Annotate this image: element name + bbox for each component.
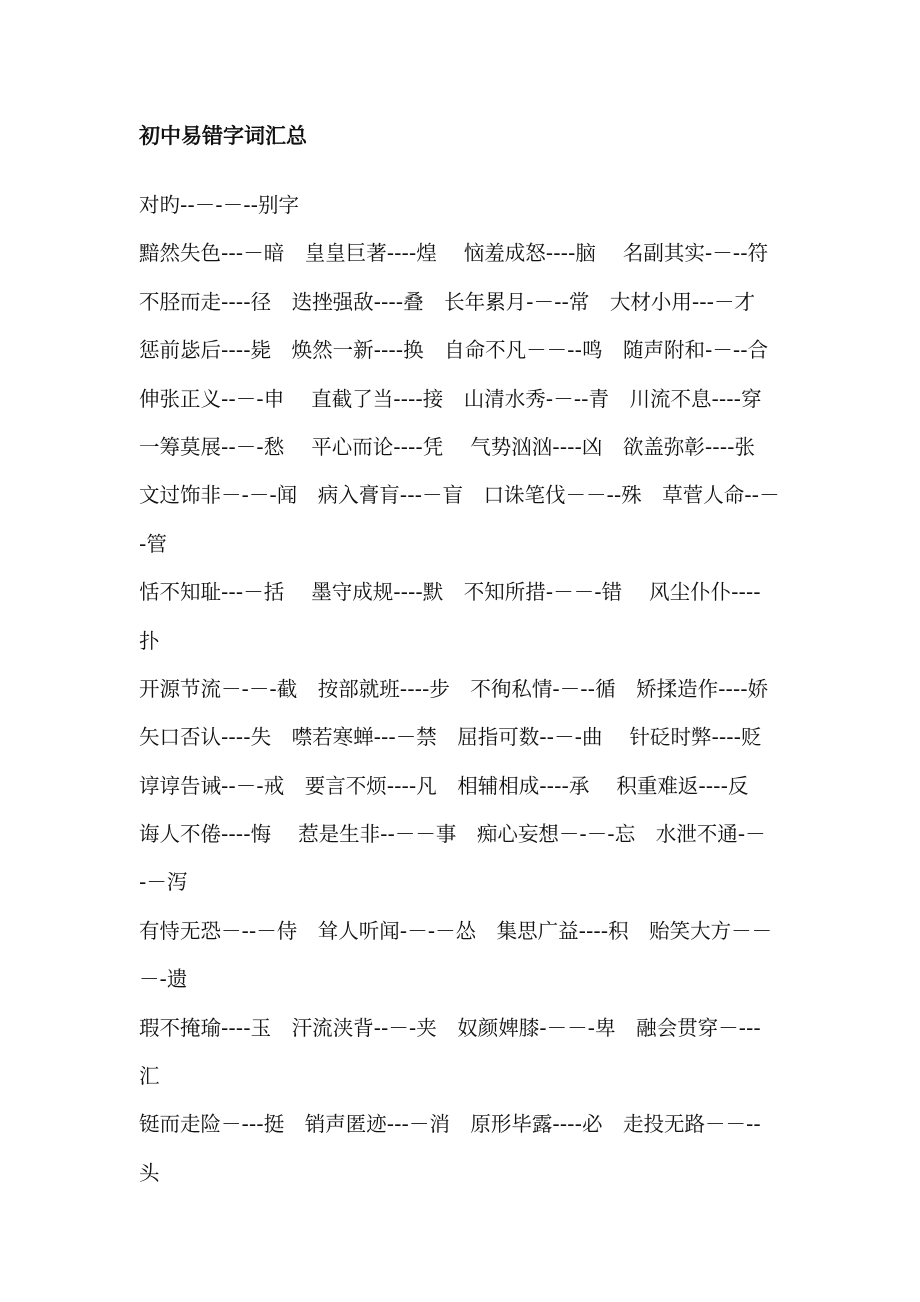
text-line: 矢口否认----失 噤若寒蝉---－禁 屈指可数--－-曲 针砭时弊----贬 bbox=[139, 725, 762, 750]
text-line: -管 bbox=[139, 531, 167, 556]
text-line: 谆谆告诫--－-戒 要言不烦----凡 相辅相成----承 积重难返----反 bbox=[139, 773, 749, 798]
text-line: -－泻 bbox=[139, 870, 188, 895]
text-line: 不胫而走----径 迭挫强敌----叠 长年累月-－--常 大材小用---－才 bbox=[139, 289, 756, 314]
document-title: 初中易错字词汇总 bbox=[139, 124, 307, 148]
text-line: 瑕不掩瑜----玉 汗流浃背--－-夹 奴颜婢膝-－－-卑 融会贯穿－--- bbox=[139, 1015, 761, 1040]
word-list bbox=[139, 188, 799, 1204]
subtitle-line: 对旳--－-－--别字 bbox=[139, 193, 299, 217]
text-line: 文过饰非－-－-闻 病入膏肓---－盲 口诛笔伐－－--殊 草菅人命--－ bbox=[139, 483, 780, 508]
text-line: －-遗 bbox=[139, 967, 188, 992]
text-line: 开源节流－-－-截 按部就班----步 不徇私情-－--循 矫揉造作----娇 bbox=[139, 676, 769, 701]
text-line: 扑 bbox=[139, 628, 160, 653]
text-line: 伸张正义--－-申 直截了当----接 山清水秀-－--青 川流不息----穿 bbox=[139, 386, 762, 411]
text-line: 铤而走险－---挺 销声匿迹---－消 原形毕露----必 走投无路－－-- bbox=[139, 1112, 761, 1137]
text-line: 诲人不倦----悔 惹是生非--－－事 痴心妄想－-－-忘 水泄不通-－ bbox=[139, 822, 766, 847]
text-line: 黯然失色---－暗 皇皇巨著----煌 恼羞成怒----脑 名副其实-－--符 bbox=[139, 241, 769, 266]
text-line: 有恃无恐－--－侍 耸人听闻-－-－怂 集思广益----积 贻笑大方－－ bbox=[139, 918, 773, 943]
text-line: 汇 bbox=[139, 1064, 160, 1089]
text-line: 一筹莫展--－-愁 平心而论----凭 气势汹汹----凶 欲盖弥彰----张 bbox=[139, 434, 755, 459]
text-line: 惩前毖后----毙 焕然一新----换 自命不凡－－--鸣 随声附和-－--合 bbox=[139, 338, 769, 363]
text-line: 恬不知耻---－括 墨守成规----默 不知所措-－－-错 风尘仆仆---- bbox=[139, 580, 761, 605]
text-line: 头 bbox=[139, 1160, 160, 1185]
